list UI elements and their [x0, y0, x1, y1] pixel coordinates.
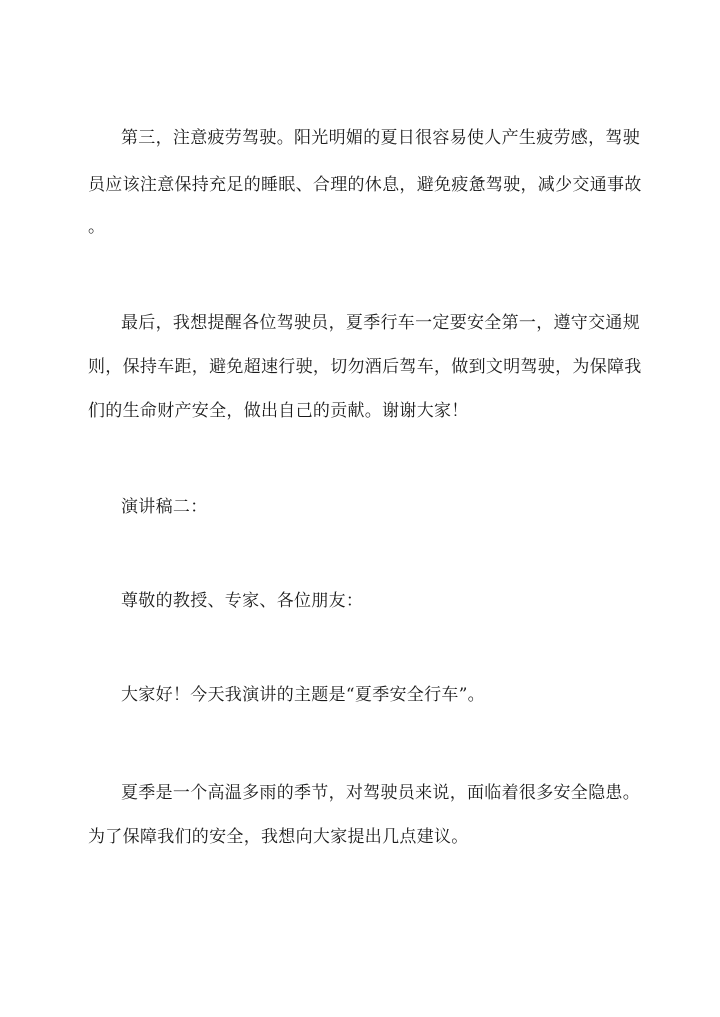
paragraph-line: 最后，我想提醒各位驾驶员，夏季行车一定要安全第一，遵守交通规 — [121, 313, 640, 333]
section-heading: 演讲稿二： — [121, 497, 208, 517]
paragraph-line: 夏季是一个高温多雨的季节，对驾驶员来说，面临着很多安全隐患。 — [121, 783, 640, 803]
salutation: 尊敬的教授、专家、各位朋友： — [121, 591, 364, 611]
paragraph-line: 。 — [88, 217, 106, 237]
paragraph-line: 则，保持车距，避免超速行驶，切勿酒后驾车，做到文明驾驶，为保障我 — [88, 357, 642, 377]
paragraph-line: 第三，注意疲劳驾驶。阳光明媚的夏日很容易使人产生疲劳感，驾驶 — [121, 128, 640, 148]
paragraph-line: 为了保障我们的安全，我想向大家提出几点建议。 — [88, 827, 469, 847]
paragraph-line: 们的生命财产安全，做出自己的贡献。谢谢大家！ — [88, 401, 469, 421]
paragraph-line: 员应该注意保持充足的睡眠、合理的休息，避免疲惫驾驶，减少交通事故 — [88, 175, 642, 195]
paragraph-line: 大家好！今天我演讲的主题是“夏季安全行车”。 — [121, 685, 485, 705]
